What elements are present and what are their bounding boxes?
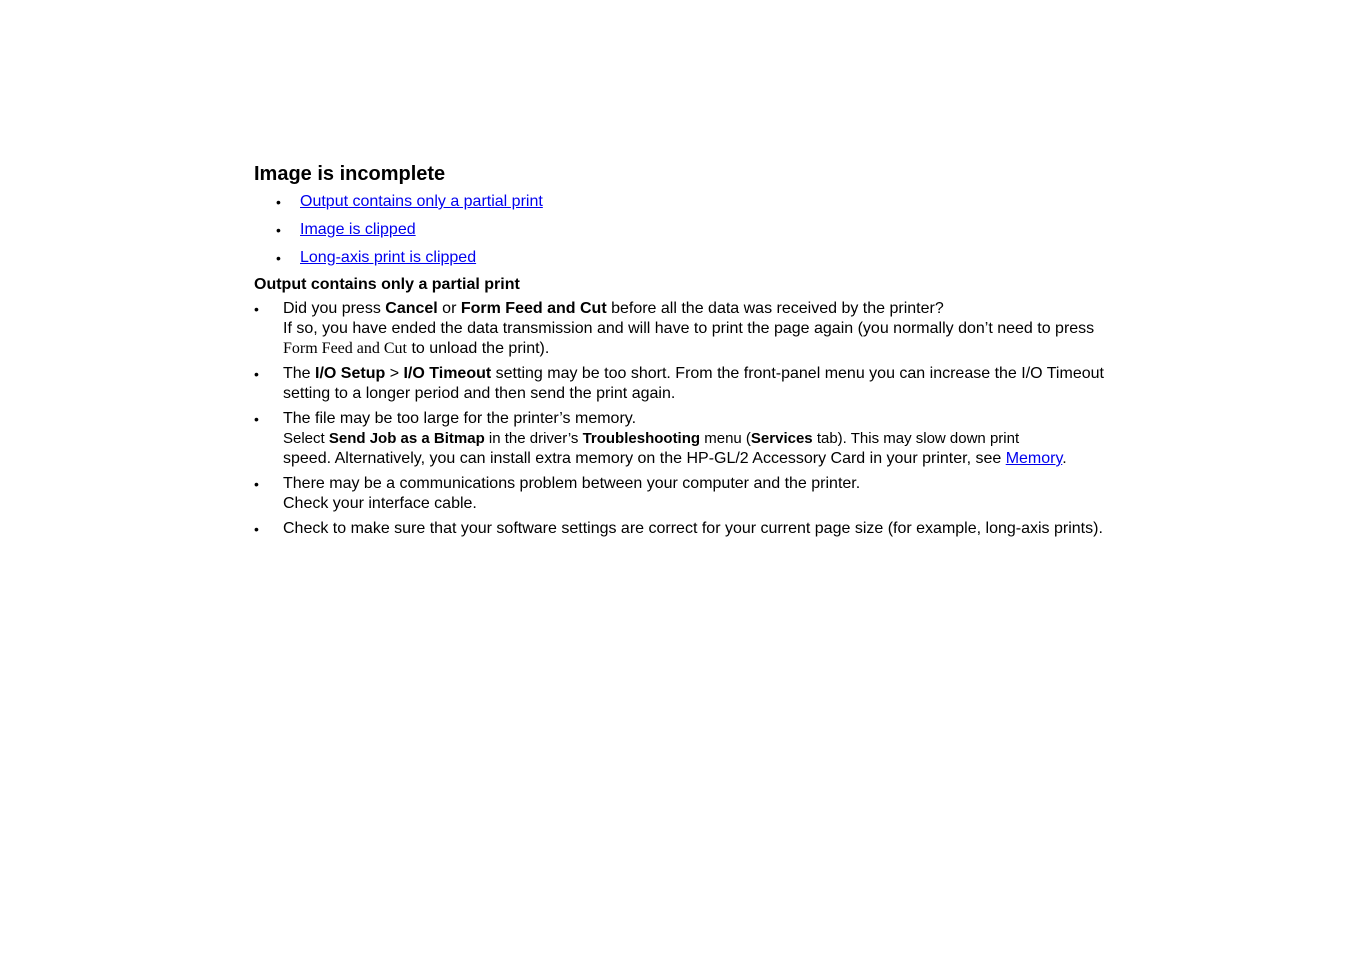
item-text: > xyxy=(385,365,404,382)
item-text: to unload the print). xyxy=(407,340,550,357)
item-text: before all the data was received by the printer? xyxy=(606,300,944,317)
io-setup-term: I/O Setup xyxy=(315,365,386,382)
bullet: • xyxy=(254,476,259,492)
link-memory[interactable]: Memory xyxy=(1005,450,1063,467)
bullet: • xyxy=(254,411,259,427)
item-text: in the driver’s xyxy=(484,430,583,447)
link-long-axis-clipped[interactable]: Long-axis print is clipped xyxy=(300,249,477,266)
page-title: Image is incomplete xyxy=(254,163,446,185)
list-item xyxy=(254,364,1104,404)
bullet: • xyxy=(254,366,259,382)
send-bitmap-term: Send Job as a Bitmap xyxy=(328,430,485,447)
item-text: . xyxy=(1062,450,1067,467)
bullet: • xyxy=(276,194,281,210)
help-page xyxy=(254,160,1104,544)
section-heading: Output contains only a partial print xyxy=(254,276,520,293)
bullet: • xyxy=(254,521,259,537)
bullet: • xyxy=(254,301,259,317)
item-text: speed. Alternatively, you can install extra memory on the HP-GL/2 Accessory Card in your printer, see xyxy=(283,450,1006,467)
cancel-term: Cancel xyxy=(385,300,438,317)
item-text: If so, you have ended the data transmission and will have to print the page again (you normally don’t need to press xyxy=(283,320,1095,337)
list-item xyxy=(254,248,1104,268)
troubleshooting-term: Troubleshooting xyxy=(582,430,701,447)
list-item xyxy=(254,192,1104,212)
item-text: Did you press xyxy=(283,300,386,317)
item-text: Check your interface cable. xyxy=(283,495,477,512)
bullet: • xyxy=(276,222,281,238)
item-text: Select xyxy=(283,430,329,447)
list-item xyxy=(254,299,1104,359)
item-text: Check to make sure that your software settings are correct for your current page size (for example, long-axis prints). xyxy=(283,520,1103,537)
list-item xyxy=(254,474,1104,514)
services-term: Services xyxy=(750,430,813,447)
list-item xyxy=(254,519,1104,539)
item-text: There may be a communications problem between your computer and the printer. xyxy=(283,475,861,492)
list-item xyxy=(254,220,1104,240)
list-item xyxy=(254,409,1104,469)
item-text: menu ( xyxy=(700,430,751,447)
troubleshooting-list xyxy=(254,299,1104,539)
item-text: tab). This may slow down print xyxy=(812,430,1020,447)
item-text: The xyxy=(283,365,316,382)
form-feed-term-serif: Form Feed and Cut xyxy=(283,340,407,357)
item-text: or xyxy=(437,300,461,317)
link-output-partial-print[interactable]: Output contains only a partial print xyxy=(300,193,543,210)
io-timeout-term: I/O Timeout xyxy=(403,365,492,382)
item-text: setting may be too short. From the front-panel menu you can increase the I/O Timeout setting to a longer period and then send the print again. xyxy=(283,365,1104,402)
item-text: The file may be too large for the printer’s memory. xyxy=(283,410,637,427)
link-image-clipped[interactable]: Image is clipped xyxy=(300,221,416,238)
form-feed-term: Form Feed and Cut xyxy=(460,300,607,317)
topic-link-list xyxy=(254,192,1104,268)
bullet: • xyxy=(276,250,281,266)
